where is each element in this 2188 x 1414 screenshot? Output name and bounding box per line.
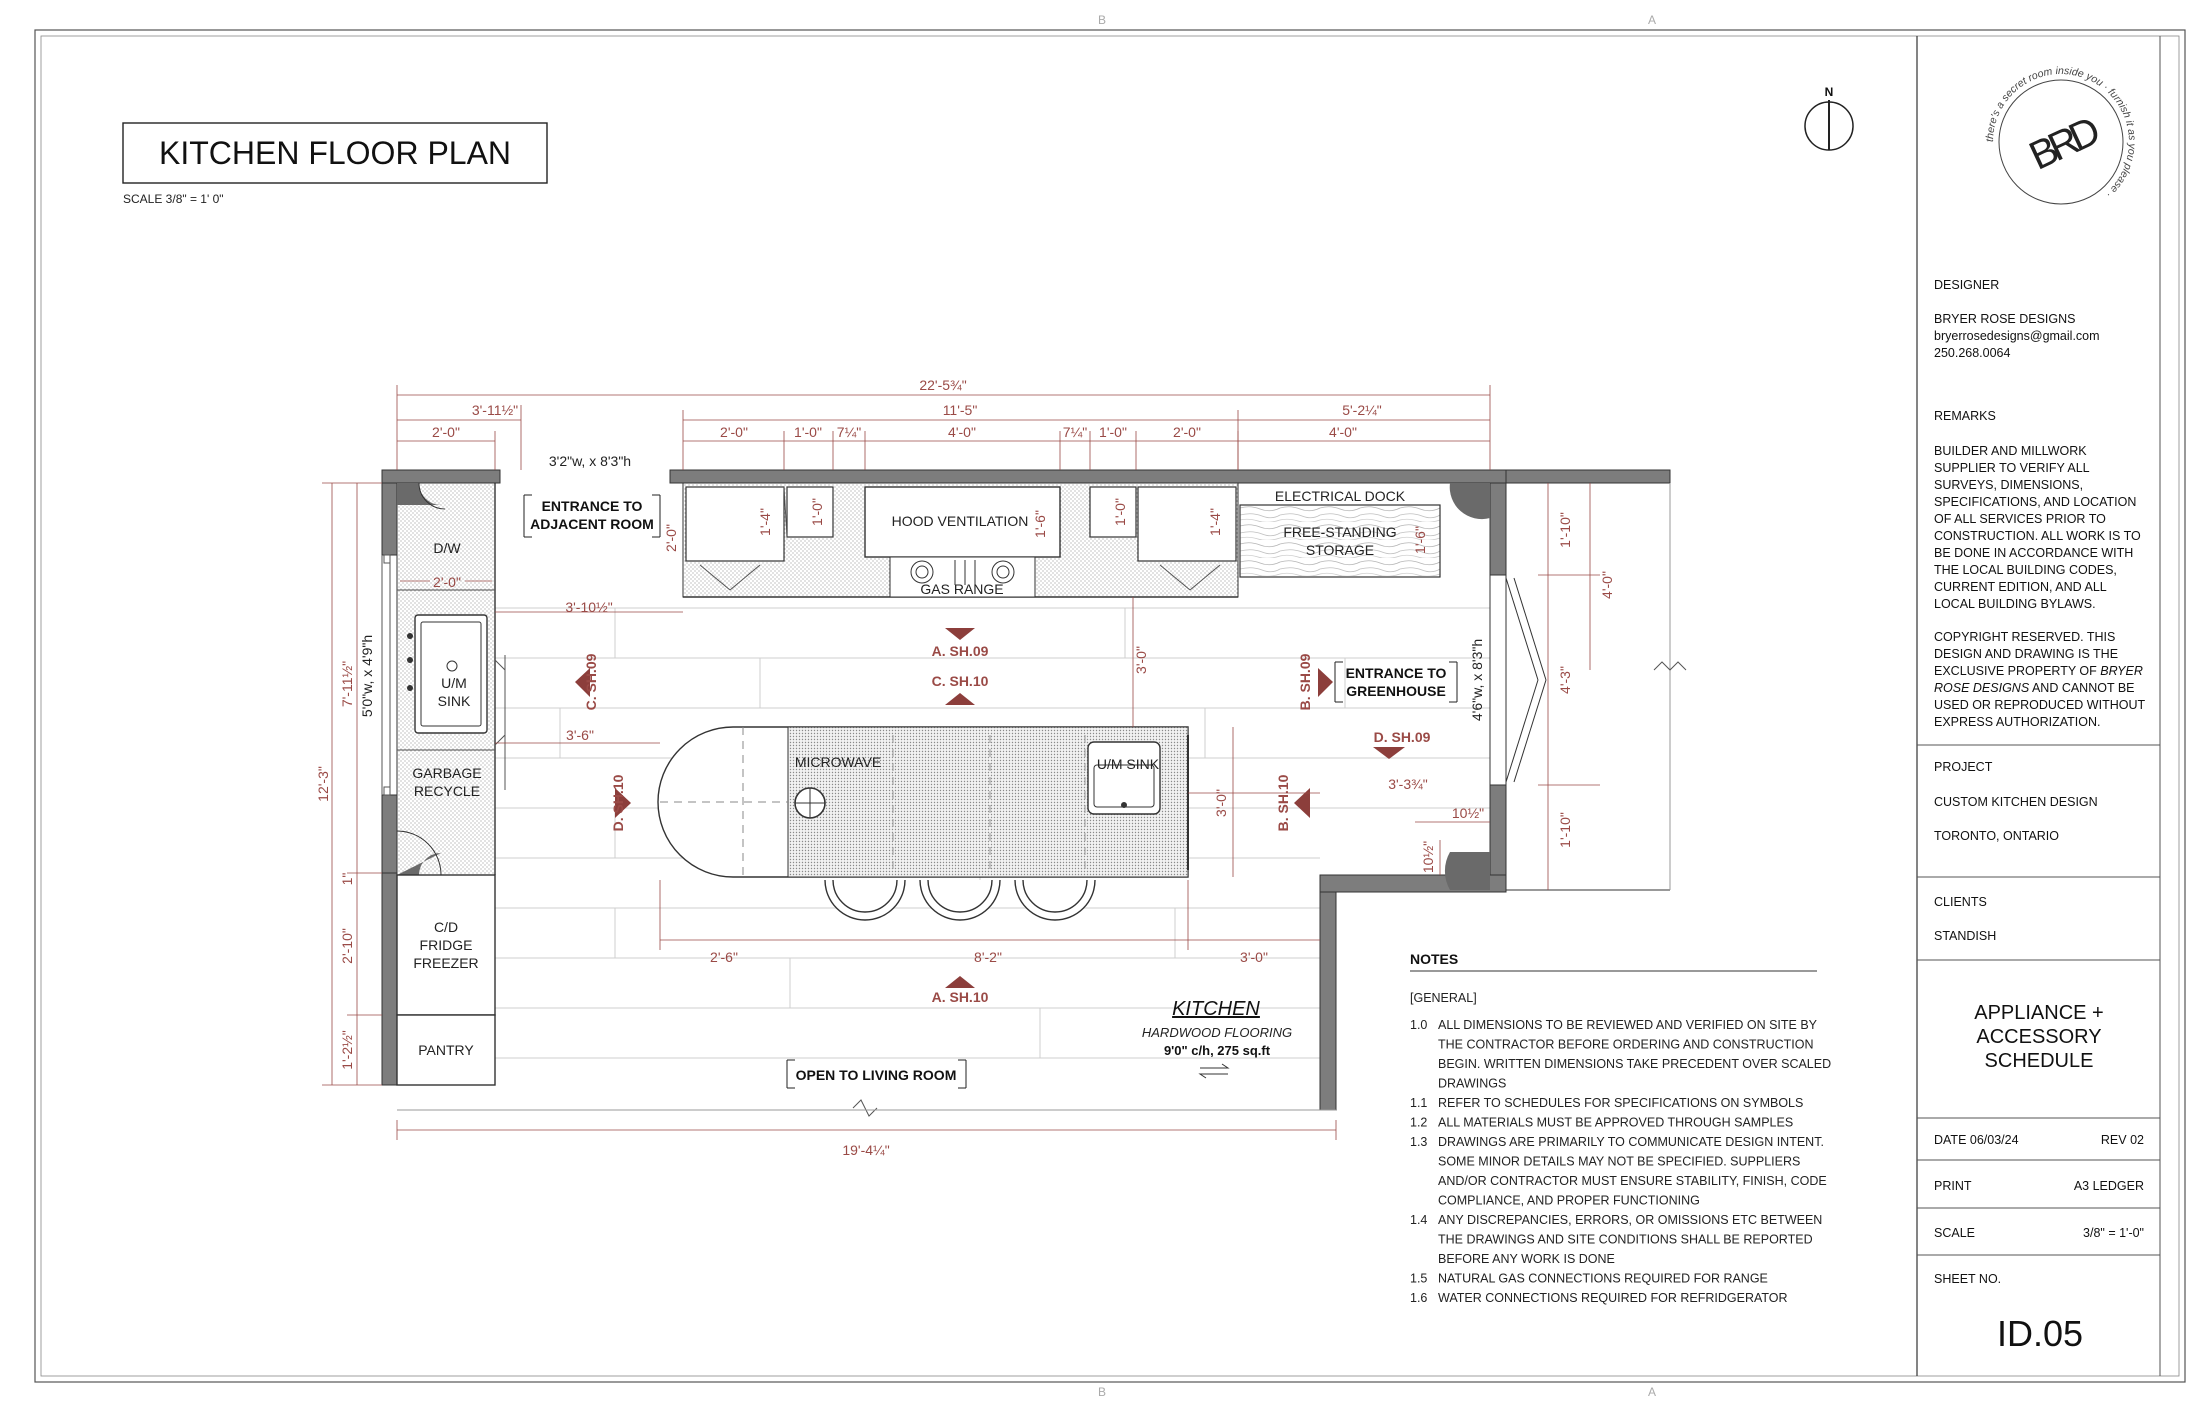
notes-heading: NOTES	[1410, 951, 1459, 967]
logo-initials: BRD	[2022, 110, 2102, 179]
entrance-adjacent-2: ADJACENT ROOM	[530, 516, 654, 532]
remarks-line: EXCLUSIVE PROPERTY OF BRYER	[1934, 664, 2143, 678]
note-line: DRAWINGS	[1438, 1076, 1507, 1091]
dim-right-wall-a: 1'-10"	[1557, 512, 1573, 548]
scale-value: 3/8" = 1'-0"	[2083, 1226, 2144, 1240]
hood-label: HOOD VENTILATION	[891, 513, 1029, 529]
remarks-line: SPECIFICATIONS, AND LOCATION	[1934, 495, 2137, 509]
sink-icon	[415, 615, 487, 733]
client-name: STANDISH	[1934, 929, 1997, 943]
dim-seg-4-0-b: 4'-0"	[1329, 424, 1357, 440]
dim-island-right: 3'-3¾"	[1388, 776, 1428, 792]
dim-left-small: 1"	[339, 872, 355, 886]
note-line: COMPLIANCE, AND PROPER FUNCTIONING	[1438, 1193, 1700, 1208]
note-line: NATURAL GAS CONNECTIONS REQUIRED FOR RANGE	[1438, 1271, 1768, 1286]
dim-island-seg-c: 3'-0"	[1240, 949, 1268, 965]
dim-island-seg-b: 8'-2"	[974, 949, 1002, 965]
note-line: THE DRAWINGS AND SITE CONDITIONS SHALL BE REPORTED	[1438, 1232, 1813, 1247]
free-standing-storage	[1240, 505, 1440, 577]
print-label: PRINT	[1934, 1179, 1972, 1193]
dim-seg-1-0-a: 1'-0"	[794, 424, 822, 440]
section-b-sh10: B. SH.10	[1275, 774, 1291, 832]
dim-corner: 10½"	[1451, 805, 1485, 821]
dim-left-total: 12'-3"	[315, 766, 331, 802]
note-number: 1.0	[1410, 1018, 1428, 1032]
entrance-greenhouse-1: ENTRANCE TO	[1345, 665, 1447, 681]
remarks-label: REMARKS	[1934, 409, 1996, 423]
room-area: 9'0" c/h, 275 sq.ft	[1163, 1043, 1271, 1058]
border-mark-b-top: B	[1098, 13, 1107, 27]
schedule-title-3: SCHEDULE	[1984, 1050, 2094, 1072]
border-mark-a-bottom: A	[1648, 1385, 1657, 1399]
brand-logo	[1984, 65, 2138, 204]
sink-label-1: U/M	[441, 675, 467, 691]
dim-seg-4-0-a: 4'-0"	[948, 424, 976, 440]
section-d-sh10: D. SH.10	[610, 774, 626, 832]
remarks-line: USED OR REPRODUCED WITHOUT	[1934, 698, 2146, 712]
sink-label-2: SINK	[437, 693, 471, 709]
remarks-line: EXPRESS AUTHORIZATION.	[1934, 715, 2101, 729]
sheet-no-label: SHEET NO.	[1934, 1272, 2002, 1286]
clients-label: CLIENTS	[1934, 895, 1987, 909]
dim-island-left: 3'-6"	[566, 727, 594, 743]
greenhouse-size: 4'6"w, x 8'3"h	[1469, 638, 1485, 722]
remarks-line: CONSTRUCTION. ALL WORK IS TO	[1934, 529, 2141, 543]
dim-right-wall-d: 4'-0"	[1599, 571, 1615, 599]
project-location: TORONTO, ONTARIO	[1934, 829, 2060, 843]
storage-label-2: STORAGE	[1305, 542, 1375, 558]
remarks-line: THE LOCAL BUILDING CODES,	[1934, 563, 2117, 577]
border-mark-a-top: A	[1648, 13, 1657, 27]
section-a-sh10: A. SH.10	[931, 989, 989, 1005]
note-number: 1.6	[1410, 1291, 1428, 1305]
note-number: 1.2	[1410, 1115, 1428, 1130]
gas-range-label: GAS RANGE	[920, 581, 1004, 597]
note-line: DRAWINGS ARE PRIMARILY TO COMMUNICATE DESIGN INTENT.	[1438, 1135, 1824, 1149]
dim-dw-width: 2'-0"	[433, 574, 461, 590]
remarks-text	[1934, 444, 2145, 729]
dim-island-clear: 3'-0"	[1213, 789, 1229, 817]
dim-right-wall-b: 4'-3"	[1557, 666, 1573, 694]
note-line: ANY DISCREPANCIES, ERRORS, OR OMISSIONS ETC BETWEEN	[1438, 1213, 1823, 1227]
designer-label: DESIGNER	[1934, 278, 2000, 292]
section-c-sh09: C. SH.09	[583, 653, 599, 711]
fridge-label-1: C/D	[433, 919, 459, 935]
section-d-sh09: D. SH.09	[1373, 729, 1431, 745]
dim-left-pantry: 1'-2½"	[339, 1030, 355, 1070]
dim-upper-c: 1'-0"	[809, 498, 825, 526]
dim-left-upper: 7'-11½"	[339, 660, 355, 708]
rev-field: REV 02	[2100, 1133, 2144, 1147]
dim-seg-1-0-b: 1'-0"	[1099, 424, 1127, 440]
garbage-label-2: RECYCLE	[413, 783, 481, 799]
entrance-greenhouse-2: GREENHOUSE	[1346, 683, 1446, 699]
kitchen-island	[658, 727, 1188, 877]
microwave-label: MICROWAVE	[794, 754, 882, 770]
section-a-sh09: A. SH.09	[931, 643, 989, 659]
dim-overall-top: 22'-5¾"	[919, 377, 967, 393]
notes-general: [GENERAL]	[1410, 991, 1477, 1005]
note-line: THE CONTRACTOR BEFORE ORDERING AND CONSTRUCTION	[1438, 1037, 1814, 1052]
entrance-adjacent-1: ENTRANCE TO	[541, 498, 643, 514]
project-label: PROJECT	[1934, 760, 1993, 774]
room-flooring: HARDWOOD FLOORING	[1141, 1025, 1293, 1040]
schedule-title-1: APPLIANCE +	[1974, 1002, 2104, 1024]
schedule-title-2: ACCESSORY	[1976, 1026, 2102, 1048]
note-number: 1.4	[1410, 1213, 1428, 1227]
note-line: BEFORE ANY WORK IS DONE	[1438, 1252, 1615, 1266]
scale-label: SCALE	[1934, 1226, 1975, 1240]
remarks-line: ROSE DESIGNS AND CANNOT BE	[1934, 681, 2135, 695]
note-number: 1.1	[1410, 1096, 1428, 1110]
dim-seg-7-a: 7¼"	[836, 424, 862, 440]
electrical-dock-label: ELECTRICAL DOCK	[1274, 488, 1406, 504]
floor-direction-icon	[1200, 1064, 1228, 1078]
section-b-sh09: B. SH.09	[1297, 653, 1313, 711]
note-line: BEGIN. WRITTEN DIMENSIONS TAKE PRECEDENT OVER SCALED	[1438, 1057, 1832, 1071]
storage-label-1: FREE-STANDING	[1283, 524, 1397, 540]
remarks-line: CURRENT EDITION, AND ALL	[1934, 580, 2107, 594]
note-line: REFER TO SCHEDULES FOR SPECIFICATIONS ON SYMBOLS	[1438, 1096, 1804, 1110]
pantry-label: PANTRY	[418, 1042, 474, 1058]
designer-name: BRYER ROSE DESIGNS	[1934, 312, 2076, 326]
bar-stools	[825, 880, 1095, 920]
dim-upper-b: 1'-4"	[757, 508, 773, 536]
page-title: KITCHEN FLOOR PLAN	[158, 135, 512, 171]
sheet-outer-frame	[35, 30, 2185, 1382]
dim-seg-7-b: 7¼"	[1062, 424, 1088, 440]
border-mark-b-bottom: B	[1098, 1385, 1107, 1399]
note-line: WATER CONNECTIONS REQUIRED FOR REFRIDGERATOR	[1438, 1291, 1788, 1305]
dim-top-left: 3'-11½"	[471, 402, 519, 418]
note-line: ALL MATERIALS MUST BE APPROVED THROUGH SAMPLES	[1438, 1115, 1794, 1130]
garbage-label-1: GARBAGE	[412, 765, 482, 781]
remarks-line: BUILDER AND MILLWORK	[1934, 444, 2087, 458]
note-line: ALL DIMENSIONS TO BE REVIEWED AND VERIFIED ON SITE BY	[1438, 1018, 1818, 1032]
room-name: KITCHEN	[1172, 998, 1260, 1020]
fridge-label-2: FRIDGE	[419, 937, 473, 953]
dim-seg-2-0-b: 2'-0"	[720, 424, 748, 440]
remarks-line: BE DONE IN ACCORDANCE WITH	[1934, 546, 2134, 560]
dim-storage-depth: 1'-6"	[1412, 526, 1428, 554]
dim-seg-2-0-a: 2'-0"	[432, 424, 460, 440]
title-block	[1917, 36, 2160, 1376]
dim-upper-d: 1'-0"	[1112, 498, 1128, 526]
print-value: A3 LEDGER	[2073, 1179, 2144, 1193]
island-sink-label: U/M SINK	[1096, 756, 1160, 772]
dim-overall-bottom: 19'-4¼"	[842, 1142, 890, 1158]
section-c-sh10: C. SH.10	[931, 673, 989, 689]
dim-corner-v: 10½"	[1420, 840, 1436, 874]
designer-phone: 250.268.0064	[1934, 346, 2011, 360]
north-label: N	[1824, 85, 1834, 99]
sheet-number: ID.05	[1996, 1313, 2084, 1354]
dim-upper-e: 1'-4"	[1207, 508, 1223, 536]
window-left	[382, 555, 397, 795]
remarks-line: OF ALL SERVICES PRIOR TO	[1934, 512, 2106, 526]
dw-label: D/W	[433, 540, 461, 556]
remarks-line: DESIGN AND DRAWING IS THE	[1934, 647, 2119, 661]
remarks-line: LOCAL BUILDING BYLAWS.	[1934, 597, 2096, 611]
notes-block	[1410, 951, 1831, 1305]
dim-top-right: 5'-2¼"	[1342, 402, 1382, 418]
dim-upper-a: 2'-0"	[663, 524, 679, 552]
remarks-line: SUPPLIER TO VERIFY ALL	[1934, 461, 2090, 475]
dim-seg-2-0-c: 2'-0"	[1173, 424, 1201, 440]
dim-aisle-right: 3'-0"	[1133, 646, 1149, 674]
fridge-label-3: FREEZER	[413, 955, 479, 971]
greenhouse-doors[interactable]	[1506, 578, 1546, 782]
dim-right-wall-c: 1'-10"	[1557, 812, 1573, 848]
date-field: DATE 06/03/24	[1934, 1133, 2019, 1147]
note-line: SOME MINOR DETAILS MAY NOT BE SPECIFIED. SUPPLIERS	[1438, 1154, 1801, 1169]
dim-aisle-top: 3'-10½"	[565, 599, 613, 615]
dim-island-seg-a: 2'-6"	[710, 949, 738, 965]
designer-email: bryerrosedesigns@gmail.com	[1934, 329, 2100, 343]
logo-ring-text: there's a secret room inside you · furnish it as you please ·	[1983, 64, 2139, 201]
adjacent-size: 3'2"w, x 8'3"h	[548, 453, 632, 469]
note-number: 1.3	[1410, 1135, 1428, 1149]
remarks-line: SURVEYS, DIMENSIONS,	[1934, 478, 2084, 492]
note-line: AND/OR CONTRACTOR MUST ENSURE STABILITY, FINISH, CODE	[1438, 1174, 1827, 1188]
dim-top-mid: 11'-5"	[942, 402, 978, 418]
plan-scale: SCALE 3/8" = 1' 0"	[123, 192, 224, 206]
open-to-living-room: OPEN TO LIVING ROOM	[795, 1067, 957, 1083]
project-name: CUSTOM KITCHEN DESIGN	[1934, 795, 2098, 809]
dim-hood-depth: 1'-6"	[1032, 510, 1048, 538]
remarks-line: COPYRIGHT RESERVED. THIS	[1934, 630, 2116, 644]
dim-left-fridge: 2'-10"	[339, 928, 355, 964]
window-size: 5'0"w, x 4'9"h	[359, 634, 375, 718]
notes-list	[1410, 1018, 1831, 1305]
note-number: 1.5	[1410, 1271, 1428, 1286]
